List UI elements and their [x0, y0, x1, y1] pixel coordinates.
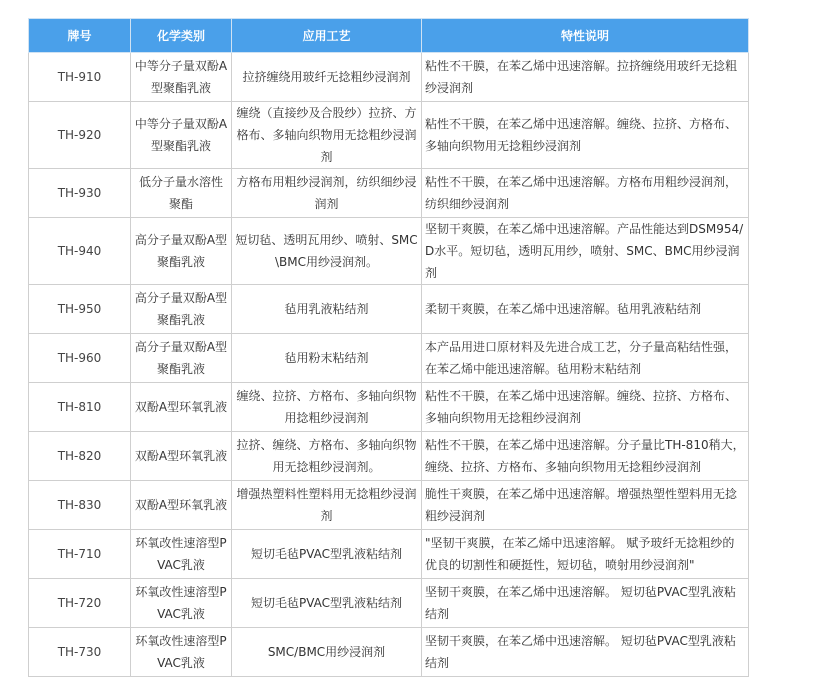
table-row [29, 481, 749, 530]
table-row [29, 628, 749, 677]
cell-chemical-type: 低分子量水溶性聚酯 [131, 169, 232, 218]
cell-chemical-type: 环氧改性速溶型PVAC乳液 [131, 628, 232, 677]
table-row [29, 579, 749, 628]
cell-application: 方格布用粗纱浸润剂，纺织细纱浸润剂 [232, 169, 422, 218]
cell-grade: TH-920 [29, 102, 131, 169]
cell-grade: TH-960 [29, 334, 131, 383]
cell-application: 拉挤缠绕用玻纤无捻粗纱浸润剂 [232, 53, 422, 102]
cell-application: 短切毛毡PVAC型乳液粘结剂 [232, 579, 422, 628]
table-row [29, 285, 749, 334]
cell-characteristics: 脆性干爽膜，在苯乙烯中迅速溶解。增强热塑性塑料用无捻粗纱浸润剂 [422, 481, 749, 530]
table-row [29, 334, 749, 383]
cell-grade: TH-950 [29, 285, 131, 334]
header-grade: 牌号 [29, 19, 131, 53]
cell-characteristics: 粘性不干膜，在苯乙烯中迅速溶解。缠绕、拉挤、方格布、多轴向织物用无捻粗纱浸润剂 [422, 102, 749, 169]
cell-grade: TH-910 [29, 53, 131, 102]
cell-chemical-type: 中等分子量双酚A型聚酯乳液 [131, 53, 232, 102]
cell-application: 毡用乳液粘结剂 [232, 285, 422, 334]
table-row [29, 102, 749, 169]
cell-characteristics: 柔韧干爽膜，在苯乙烯中迅速溶解。毡用乳液粘结剂 [422, 285, 749, 334]
header-characteristics: 特性说明 [422, 19, 749, 53]
table-row [29, 218, 749, 285]
cell-application: 毡用粉末粘结剂 [232, 334, 422, 383]
table-row [29, 530, 749, 579]
cell-application: 增强热塑料性塑料用无捻粗纱浸润剂 [232, 481, 422, 530]
cell-chemical-type: 环氧改性速溶型PVAC乳液 [131, 579, 232, 628]
cell-grade: TH-820 [29, 432, 131, 481]
cell-application: 拉挤、缠绕、方格布、多轴向织物用无捻粗纱浸润剂。 [232, 432, 422, 481]
cell-characteristics: 坚韧干爽膜，在苯乙烯中迅速溶解。 短切毡PVAC型乳液粘结剂 [422, 628, 749, 677]
cell-characteristics: 粘性不干膜，在苯乙烯中迅速溶解。分子量比TH-810稍大，缠绕、拉挤、方格布、多轴向织物用无捻粗纱浸润剂 [422, 432, 749, 481]
cell-grade: TH-940 [29, 218, 131, 285]
cell-application: 缠绕、拉挤、方格布、多轴向织物用捻粗纱浸润剂 [232, 383, 422, 432]
cell-chemical-type: 高分子量双酚A型聚酯乳液 [131, 218, 232, 285]
cell-application: SMC/BMC用纱浸润剂 [232, 628, 422, 677]
cell-grade: TH-810 [29, 383, 131, 432]
table-row [29, 432, 749, 481]
product-spec-table [28, 18, 749, 677]
header-application: 应用工艺 [232, 19, 422, 53]
table-row [29, 169, 749, 218]
cell-chemical-type: 双酚A型环氧乳液 [131, 481, 232, 530]
table-header-row [29, 19, 749, 53]
cell-chemical-type: 环氧改性速溶型PVAC乳液 [131, 530, 232, 579]
cell-grade: TH-730 [29, 628, 131, 677]
cell-chemical-type: 中等分子量双酚A型聚酯乳液 [131, 102, 232, 169]
cell-grade: TH-710 [29, 530, 131, 579]
cell-chemical-type: 高分子量双酚A型聚酯乳液 [131, 285, 232, 334]
cell-grade: TH-830 [29, 481, 131, 530]
cell-characteristics: 本产品用进口原材料及先进合成工艺，分子量高粘结性强，在苯乙烯中能迅速溶解。毡用粉末粘结剂 [422, 334, 749, 383]
cell-grade: TH-930 [29, 169, 131, 218]
cell-characteristics: 粘性不干膜，在苯乙烯中迅速溶解。缠绕、拉挤、方格布、多轴向织物用无捻粗纱浸润剂 [422, 383, 749, 432]
table-row [29, 383, 749, 432]
cell-application: 短切毛毡PVAC型乳液粘结剂 [232, 530, 422, 579]
header-chemical-type: 化学类别 [131, 19, 232, 53]
cell-characteristics: 坚韧干爽膜，在苯乙烯中迅速溶解。产品性能达到DSM954/D水平。短切毡，透明瓦用纱，喷射、SMC、BMC用纱浸润剂 [422, 218, 749, 285]
cell-application: 缠绕（直接纱及合股纱）拉挤、方格布、多轴向织物用无捻粗纱浸润剂 [232, 102, 422, 169]
cell-characteristics: 粘性不干膜，在苯乙烯中迅速溶解。拉挤缠绕用玻纤无捻粗纱浸润剂 [422, 53, 749, 102]
spec-table-container [28, 18, 748, 677]
table-row [29, 53, 749, 102]
cell-chemical-type: 双酚A型环氧乳液 [131, 383, 232, 432]
cell-characteristics: 粘性不干膜，在苯乙烯中迅速溶解。方格布用粗纱浸润剂，纺织细纱浸润剂 [422, 169, 749, 218]
cell-characteristics: 坚韧干爽膜，在苯乙烯中迅速溶解。 短切毡PVAC型乳液粘结剂 [422, 579, 749, 628]
cell-application: 短切毡、透明瓦用纱、喷射、SMC\BMC用纱浸润剂。 [232, 218, 422, 285]
cell-characteristics: "坚韧干爽膜，在苯乙烯中迅速溶解。 赋予玻纤无捻粗纱的优良的切割性和硬挺性，短切毡，喷射用纱浸润剂" [422, 530, 749, 579]
cell-grade: TH-720 [29, 579, 131, 628]
cell-chemical-type: 双酚A型环氧乳液 [131, 432, 232, 481]
cell-chemical-type: 高分子量双酚A型聚酯乳液 [131, 334, 232, 383]
